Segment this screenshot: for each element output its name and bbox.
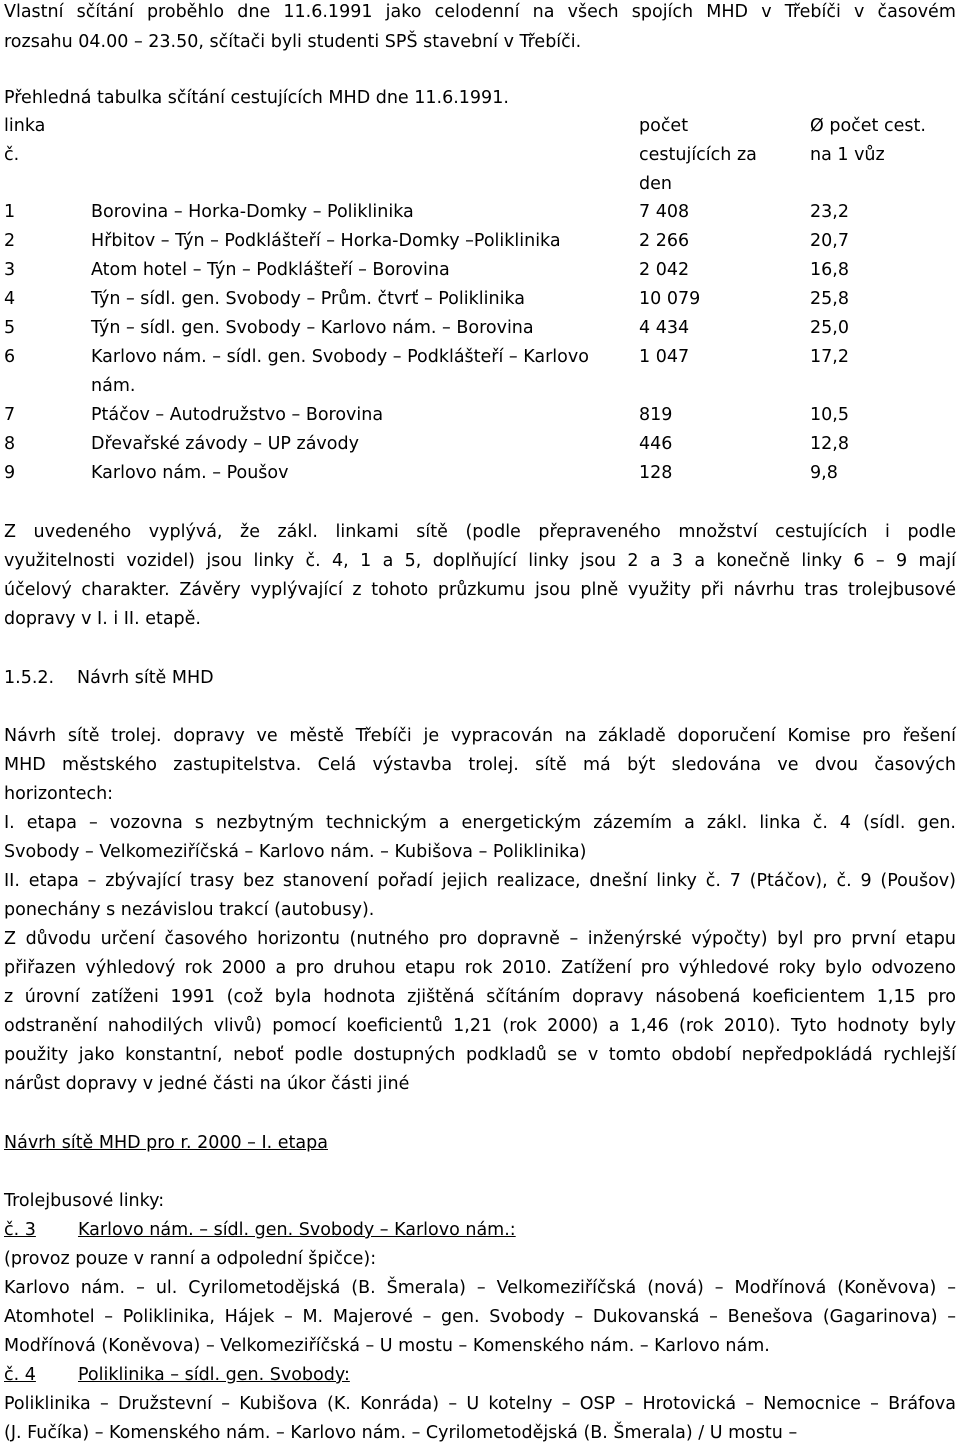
row-route: Týn – sídl. gen. Svobody – Karlovo nám. – Borovina [91,318,534,338]
body-line-13: nárůst dopravy v jedné části na úkor části jiné [4,1074,410,1094]
conclusion-line-2: využitelnosti vozidel) jsou linky č. 4, 1 a 5, doplňující linky jsou 2 a 3 a konečně linky 6 – 9 mají [4,551,956,571]
row-line-number: 7 [4,405,16,425]
body-line-8: Z důvodu určení časového horizontu (nutného pro dopravně – inženýrské výpočty) byl pro první etapu [4,929,956,949]
row-route: Týn – sídl. gen. Svobody – Prům. čtvrť – Poliklinika [91,289,525,309]
intro-word: Třebíči [784,2,841,22]
body-line-12: použity jako konstantní, neboť podle dostupných podkladů se v tomto období nepředpokládá rychlejší [4,1045,956,1065]
header-count-a: počet [639,116,689,136]
row-line-number: 8 [4,434,16,454]
row-line-number: 2 [4,231,16,251]
row-count: 7 408 [639,202,690,222]
row-average: 16,8 [810,260,849,280]
row-line-number: 1 [4,202,16,222]
row-route: Borovina – Horka-Domky – Poliklinika [91,202,414,222]
intro-word: časovém [877,2,956,22]
trolley-heading: Trolejbusové linky: [4,1191,165,1211]
row-route: Dřevařské závody – UP závody [91,434,359,454]
header-count-c: den [639,174,672,194]
body-line-7: ponechány s nezávislou trakcí (autobusy). [4,900,375,920]
intro-line-1 [4,0,956,24]
intro-word: celodenní [434,2,520,22]
header-line-b: č. [4,145,20,165]
line3-number: č. 3 [4,1220,36,1240]
row-count: 446 [639,434,673,454]
line4-stops-1: Poliklinika – Družstevní – Kubišova (K. Konráda) – U kotelny – OSP – Hrotovická – Nemocnice – Bráfova [4,1394,956,1414]
body-line-1: Návrh sítě trolej. dopravy ve městě Třebíči je vypracován na základě doporučení Komise pro řešení [4,726,956,746]
intro-word: proběhlo [146,2,225,22]
intro-word: MHD [706,2,749,22]
row-average: 12,8 [810,434,849,454]
row-average: 17,2 [810,347,849,367]
body-line-2: MHD městského zastupitelstva. Celá výstavba trolej. sítě má být sledována ve dvou časových [4,755,956,775]
conclusion-line-3: účelový charakter. Závěry vyplývající z tohoto průzkumu jsou plně využity při návrhu tras trolejbusové [4,580,956,600]
row-route: Ptáčov – Autodružstvo – Borovina [91,405,384,425]
row-line-number: 6 [4,347,16,367]
row-average: 25,8 [810,289,849,309]
intro-word: v [761,2,772,22]
header-line-a: linka [4,116,46,136]
conclusion-line-4: dopravy v I. i II. etapě. [4,609,201,629]
body-line-4: I. etapa – vozovna s nezbytným technickým a energetickým zázemím a zákl. linka č. 4 (sídl. gen. [4,813,956,833]
intro-word: jako [385,2,422,22]
row-line-number: 5 [4,318,16,338]
row-average: 10,5 [810,405,849,425]
intro-word: na [532,2,555,22]
intro-word: všech [567,2,619,22]
intro-line-2: rozsahu 04.00 – 23.50, sčítači byli studenti SPŠ stavební v Třebíči. [4,32,582,52]
body-line-9: přiřazen výhledový rok 2000 a pro druhou etapu rok 2010. Zatížení pro výhledové roky bylo odvozeno [4,958,956,978]
intro-word: Vlastní [4,2,64,22]
row-count: 2 042 [639,260,690,280]
line4-stops-2: (J. Fučíka) – Komenského nám. – Karlovo nám. – Cyrilometodějská (B. Šmerala) / U mostu – [4,1423,798,1443]
row-route: Atom hotel – Týn – Podklášteří – Borovina [91,260,450,280]
body-line-3: horizontech: [4,784,114,804]
row-line-number: 4 [4,289,16,309]
intro-word: v [854,2,865,22]
line3-note: (provoz pouze v ranní a odpolední špičce): [4,1249,377,1269]
row-count: 1 047 [639,347,690,367]
row-route: Hřbitov – Týn – Podklášteří – Horka-Domky –Poliklinika [91,231,561,251]
header-count-b: cestujících za [639,145,757,165]
row-count: 10 079 [639,289,701,309]
conclusion-line-1: Z uvedeného vyplývá, že zákl. linkami sítě (podle přepraveného množství cestujících i podle [4,522,956,542]
plan-heading: Návrh sítě MHD pro r. 2000 – I. etapa [4,1133,328,1153]
header-avg-b: na 1 vůz [810,145,885,165]
row-average: 9,8 [810,463,838,483]
intro-word: spojích [631,2,694,22]
row-line-number: 9 [4,463,16,483]
intro-word: dne [237,2,271,22]
header-avg-a: Ø počet cest. [810,116,926,136]
intro-word: sčítání [76,2,134,22]
row-average: 20,7 [810,231,849,251]
line3-route: Karlovo nám. – sídl. gen. Svobody – Karlovo nám.: [78,1220,516,1240]
body-line-11: odstranění nahodilých vlivů) pomocí koeficientů 1,21 (rok 2000) a 1,46 (rok 2010). Tyto hodnoty byly [4,1016,956,1036]
section-number: 1.5.2. [4,668,55,688]
body-line-6: II. etapa – zbývající trasy bez stanovení pořadí jejich realizace, dnešní linky č. 7 (Ptáčov), č. 9 (Poušov) [4,871,956,891]
row-average: 25,0 [810,318,849,338]
intro-word: 11.6.1991 [283,2,373,22]
row-route-continued: nám. [91,376,136,396]
body-line-5: Svobody – Velkomeziříčská – Karlovo nám. – Kubišova – Poliklinika) [4,842,587,862]
row-count: 4 434 [639,318,690,338]
row-count: 819 [639,405,673,425]
row-count: 2 266 [639,231,690,251]
line4-route: Poliklinika – sídl. gen. Svobody: [78,1365,350,1385]
row-route: Karlovo nám. – sídl. gen. Svobody – Podklášteří – Karlovo [91,347,589,367]
line4-number: č. 4 [4,1365,36,1385]
table-title: Přehledná tabulka sčítání cestujících MHD dne 11.6.1991. [4,88,509,108]
line3-stops-1: Karlovo nám. – ul. Cyrilometodějská (B. Šmerala) – Velkomeziříčská (nová) – Modřínová (Koněvova) – [4,1278,956,1298]
row-count: 128 [639,463,673,483]
line3-stops-3: Modřínová (Koněvova) – Velkomeziříčská – U mostu – Komenského nám. – Karlovo nám. [4,1336,770,1356]
line3-stops-2: Atomhotel – Poliklinika, Hájek – M. Majerové – gen. Svobody – Dukovanská – Benešova (Gagarinova) – [4,1307,956,1327]
row-line-number: 3 [4,260,16,280]
section-title: Návrh sítě MHD [77,668,214,688]
row-route: Karlovo nám. – Poušov [91,463,289,483]
body-line-10: z úrovní zatíženi 1991 (což byla hodnota zjištěná sčítáním dopravy násobená koeficientem 1,15 pro [4,987,956,1007]
row-average: 23,2 [810,202,849,222]
